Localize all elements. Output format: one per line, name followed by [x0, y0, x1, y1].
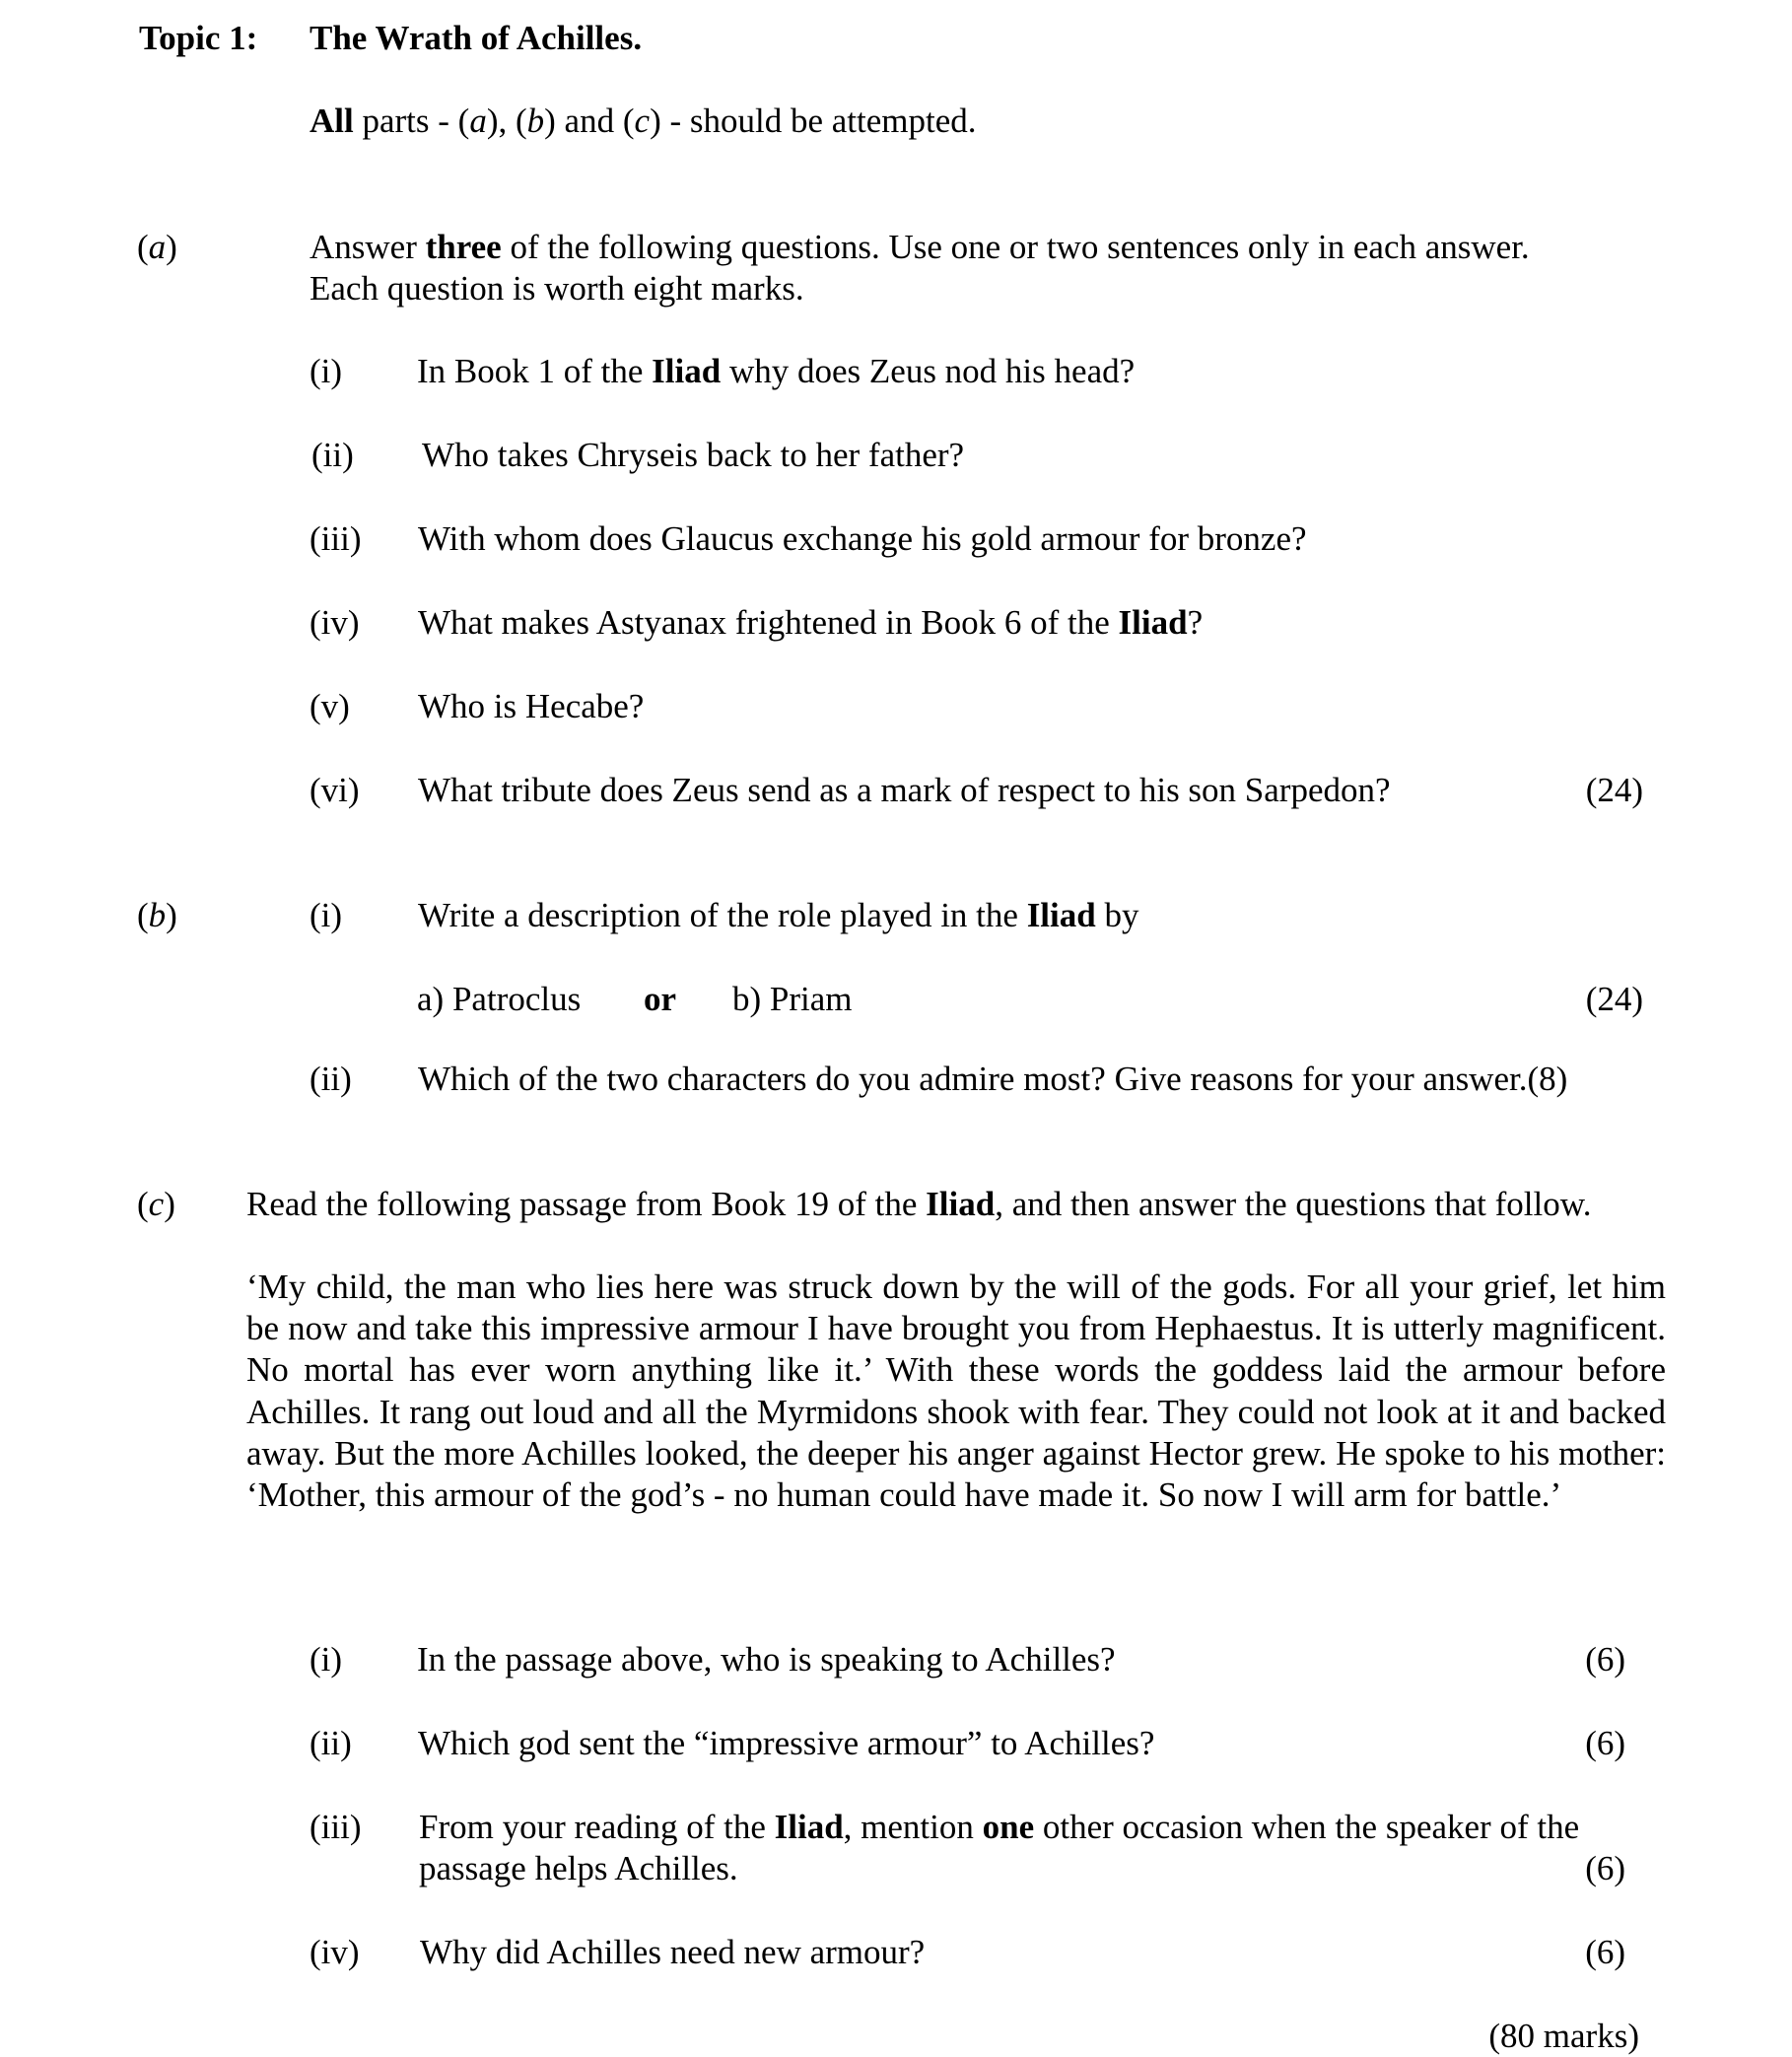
c-q2-num: (ii): [310, 1724, 352, 1762]
part-a-label: (a): [137, 228, 177, 266]
c-q3-num: (iii): [310, 1808, 362, 1846]
a-q2-text: Who takes Chryseis back to her father?: [422, 436, 965, 474]
c-q1-marks: (6): [1585, 1640, 1625, 1679]
a-q4-text: What makes Astyanax frightened in Book 6 of the Iliad?: [418, 603, 1204, 642]
c-q1-text: In the passage above, who is speaking to Achilles?: [417, 1640, 1116, 1679]
c-q2-text: Which god sent the “impressive armour” to Achilles?: [418, 1724, 1155, 1762]
a-q3-num: (iii): [310, 519, 362, 558]
c-q4-marks: (6): [1585, 1933, 1625, 1971]
topic-label: Topic 1:: [139, 19, 258, 57]
a-q1-text: In Book 1 of the Iliad why does Zeus nod his head?: [417, 352, 1136, 390]
c-q3-marks: (6): [1585, 1849, 1625, 1887]
c-q3-text-line2: passage helps Achilles.: [419, 1849, 738, 1887]
a-marks: (24): [1585, 771, 1643, 809]
a-q6-num: (vi): [310, 771, 360, 809]
part-b-label: (b): [137, 896, 177, 934]
a-q1-num: (i): [310, 352, 343, 390]
c-q2-marks: (6): [1585, 1724, 1625, 1762]
passage: ‘My child, the man who lies here was struck down by the will of the gods. For all your grief, let him be now and take this impressive armour I have brought you from Hephaestus. It is utterly magnificent. No mortal has ever worn anything like it.’ With these words the goddess laid the armour before Achilles. It rang out loud and all the Myrmidons shook with fear. They could not look at it and backed away. But the more Achilles looked, the deeper his anger against Hector grew. He spoke to his mother: ‘Mother, this armour of the god’s - no human could have made it. So now I will arm for battle.’: [246, 1268, 1666, 1515]
b-marks: (24): [1585, 980, 1643, 1018]
total-marks: (80 marks): [1488, 2017, 1639, 2055]
part-a-intro: Answer three of the following questions. Use one or two sentences only in each answer.: [310, 228, 1530, 266]
choice-or: or: [644, 980, 677, 1018]
a-q5-num: (v): [310, 687, 350, 725]
instruction-bold: All: [310, 102, 354, 140]
b-q1-text: Write a description of the role played in the Iliad by: [418, 896, 1139, 934]
instruction: All parts - (a), (b) and (c) - should be attempted.: [310, 102, 977, 140]
a-q4-num: (iv): [310, 603, 360, 642]
a-q2-num: (ii): [311, 436, 354, 474]
b-q1-num: (i): [310, 896, 343, 934]
c-q1-num: (i): [310, 1640, 343, 1679]
a-q5-text: Who is Hecabe?: [418, 687, 645, 725]
b-q2-num: (ii): [310, 1060, 352, 1098]
choice-b: b) Priam: [732, 980, 853, 1018]
a-q3-text: With whom does Glaucus exchange his gold armour for bronze?: [418, 519, 1307, 558]
c-q3-text: From your reading of the Iliad, mention one other occasion when the speaker of the: [419, 1808, 1580, 1846]
c-q4-text: Why did Achilles need new armour?: [420, 1933, 926, 1971]
b-q2-text: Which of the two characters do you admire most? Give reasons for your answer.(8): [418, 1060, 1568, 1098]
topic-title: The Wrath of Achilles.: [310, 19, 643, 57]
choice-a: a) Patroclus: [417, 980, 582, 1018]
c-q4-num: (iv): [310, 1933, 360, 1971]
part-c-label: (c): [137, 1185, 175, 1223]
a-q6-text: What tribute does Zeus send as a mark of respect to his son Sarpedon?: [418, 771, 1391, 809]
part-c-intro: Read the following passage from Book 19 of the Iliad, and then answer the questions that follow.: [246, 1185, 1592, 1223]
part-a-intro-line2: Each question is worth eight marks.: [310, 269, 804, 308]
